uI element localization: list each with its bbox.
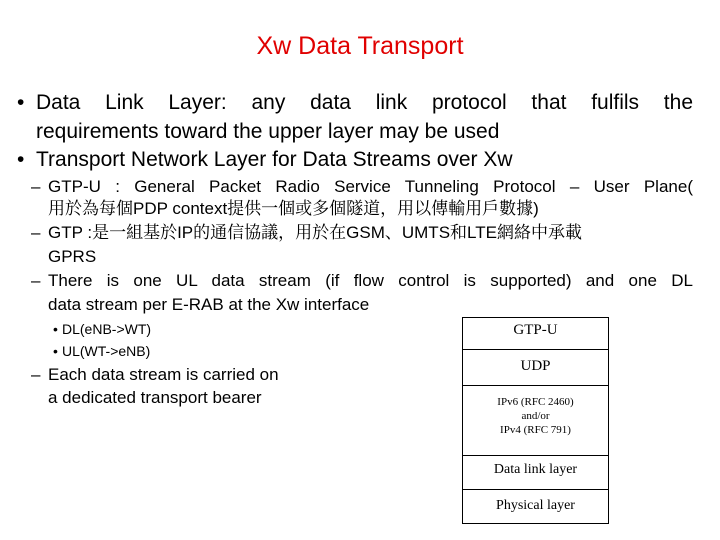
bullet-marker: • [17, 148, 25, 171]
dash-marker: – [31, 365, 41, 384]
layer-ipv4: IPv4 (RFC 791) [500, 424, 571, 436]
layer-ipv6: IPv6 (RFC 2460) [497, 396, 574, 408]
layer-gtpu: GTP-U [513, 322, 558, 338]
subbullet-gtp-line1: GTP :是一組基於IP的通信協議，用於在GSM、UMTS和LTE網絡中承載 [48, 223, 582, 242]
layer-and-or: and/or [521, 410, 550, 422]
subbullet-gtpu-line2: 用於為每個PDP context提供一個或多個隧道，用以傳輸用戶數據) [48, 199, 539, 218]
layer-divider [463, 455, 608, 456]
bullet-data-link-layer-line2: requirements toward the upper layer may be used [36, 120, 500, 143]
layer-divider [463, 385, 608, 386]
bullet-marker: • [17, 91, 25, 114]
subsubbullet-dl: DL(eNB->WT) [62, 321, 152, 337]
subbullet-gtp-line2: GPRS [48, 247, 97, 266]
subbullet-data-stream-line2: data stream per E-RAB at the Xw interface [48, 295, 370, 314]
dash-marker: – [31, 177, 41, 196]
layer-udp: UDP [520, 358, 551, 374]
layer-divider [463, 349, 608, 350]
subbullet-bearer-line1: Each data stream is carried on [48, 365, 279, 384]
layer-physical: Physical layer [496, 498, 575, 513]
bullet-transport-network-layer: Transport Network Layer for Data Streams over Xw [36, 148, 513, 171]
subbullet-gtpu-line1: GTP-U : General Packet Radio Service Tunneling Protocol – User Plane( [48, 177, 693, 196]
layer-data-link: Data link layer [493, 462, 578, 477]
dash-marker: – [31, 271, 41, 290]
dash-marker: – [31, 223, 41, 242]
bullet-marker: • [53, 321, 58, 337]
bullet-data-link-layer-line1: Data Link Layer: any data link protocol that fulfils the [36, 91, 693, 114]
bullet-marker: • [53, 343, 58, 359]
subbullet-bearer-line2: a dedicated transport bearer [48, 388, 262, 407]
layer-divider [463, 489, 608, 490]
subbullet-data-stream-line1: There is one UL data stream (if flow control is supported) and one DL [48, 271, 693, 290]
protocol-stack-diagram [462, 317, 609, 524]
slide-title: Xw Data Transport [256, 32, 464, 60]
subsubbullet-ul: UL(WT->eNB) [62, 343, 151, 359]
